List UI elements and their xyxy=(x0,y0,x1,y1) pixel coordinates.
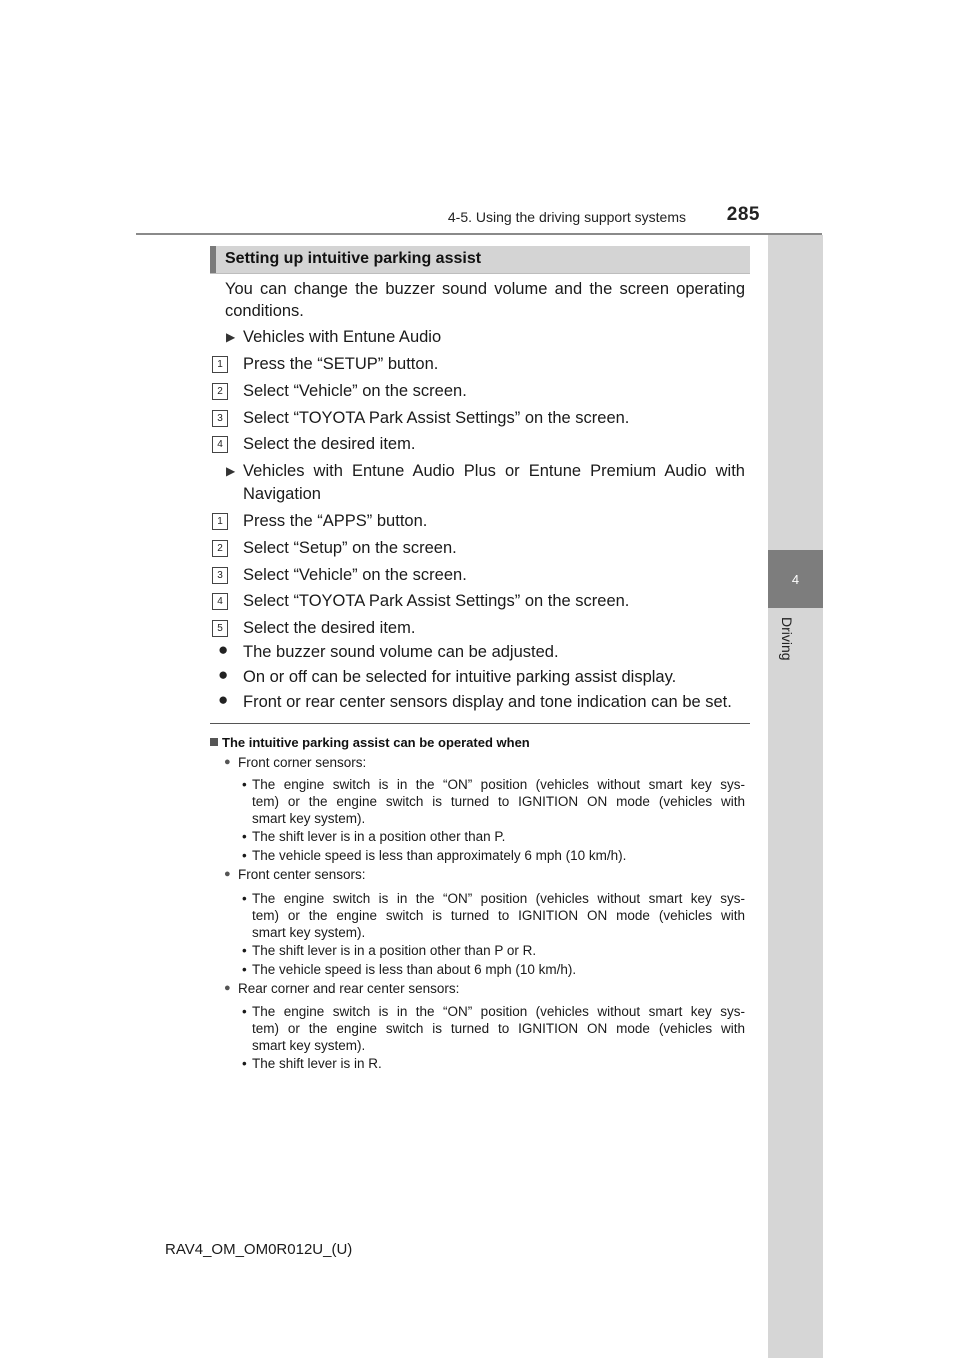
running-header-section: 4-5. Using the driving support systems xyxy=(447,209,686,225)
note-heading xyxy=(210,735,530,750)
condition-text: The engine switch is in the “ON” position (vehicles without smart key sys- xyxy=(252,1004,745,1019)
item-bullet-text: The buzzer sound volume can be adjusted. xyxy=(243,643,559,661)
condition-label: Rear corner and rear center sensors: xyxy=(238,981,460,996)
list-bullet: • xyxy=(242,1056,247,1071)
list-bullet: • xyxy=(242,1004,247,1019)
step-text: Select “Vehicle” on the screen. xyxy=(243,382,467,400)
condition-text: smart key system). xyxy=(252,925,366,940)
condition-text: tem) or the engine switch is turned to IGNITION ON mode (vehicles with xyxy=(252,1021,745,1036)
round-bullet-icon: ● xyxy=(218,665,229,684)
group-title: Vehicles with Entune Audio xyxy=(243,328,442,346)
step-number-badge: 3 xyxy=(212,567,228,584)
step-text: Select “Vehicle” on the screen. xyxy=(243,566,467,584)
list-bullet: • xyxy=(242,777,247,792)
condition-text: smart key system). xyxy=(252,1038,366,1053)
section-title: Setting up intuitive parking assist xyxy=(225,250,482,267)
condition-label: Front corner sensors: xyxy=(238,755,367,770)
step-text: Select “Setup” on the screen. xyxy=(243,539,457,557)
section-heading-bar xyxy=(210,246,750,274)
chapter-tab-strip xyxy=(768,235,823,1358)
list-bullet: • xyxy=(242,962,247,977)
condition-text: The shift lever is in a position other than P or R. xyxy=(252,943,537,958)
step-number-badge: 2 xyxy=(212,540,228,557)
section-heading-accent xyxy=(210,246,216,273)
item-bullet-text: On or off can be selected for intuitive parking assist display. xyxy=(243,668,677,686)
list-bullet: • xyxy=(242,943,247,958)
step-text: Select the desired item. xyxy=(243,619,416,637)
condition-text: smart key system). xyxy=(252,811,366,826)
note-heading-text: The intuitive parking assist can be operated when xyxy=(222,735,530,750)
triangle-bullet-icon: ▶ xyxy=(226,330,236,344)
round-bullet-icon: ● xyxy=(224,982,231,994)
chapter-label: Driving xyxy=(779,617,795,661)
round-bullet-icon: ● xyxy=(224,868,231,880)
item-bullet-text: Front or rear center sensors display and tone indication can be set. xyxy=(243,693,732,711)
condition-text: The engine switch is in the “ON” position (vehicles without smart key sys- xyxy=(252,891,745,906)
step-number-badge: 3 xyxy=(212,410,228,427)
square-bullet-icon xyxy=(210,738,218,746)
page-number: 285 xyxy=(726,204,760,225)
step-number-badge: 4 xyxy=(212,436,228,453)
condition-text: The vehicle speed is less than approximately 6 mph (10 km/h). xyxy=(252,848,627,863)
round-bullet-icon: ● xyxy=(218,640,229,659)
condition-text: The engine switch is in the “ON” position (vehicles without smart key sys- xyxy=(252,777,745,792)
round-bullet-icon: ● xyxy=(218,690,229,709)
condition-text: The shift lever is in R. xyxy=(252,1056,382,1071)
step-number-badge: 2 xyxy=(212,383,228,400)
list-bullet: • xyxy=(242,848,247,863)
step-text: Press the “SETUP” button. xyxy=(243,355,439,373)
condition-text: tem) or the engine switch is turned to IGNITION ON mode (vehicles with xyxy=(252,908,745,923)
step-text: Select the desired item. xyxy=(243,435,416,453)
condition-text: tem) or the engine switch is turned to IGNITION ON mode (vehicles with xyxy=(252,794,745,809)
step-text: Press the “APPS” button. xyxy=(243,512,428,530)
document-code-footer: RAV4_OM_OM0R012U_(U) xyxy=(165,1241,353,1258)
step-text: Select “TOYOTA Park Assist Settings” on the screen. xyxy=(243,409,630,427)
group-title-line: Navigation xyxy=(243,485,321,503)
step-number-badge: 4 xyxy=(212,593,228,610)
intro-paragraph: You can change the buzzer sound volume and the screen operating conditions. xyxy=(225,280,745,320)
step-number-badge: 5 xyxy=(212,620,228,637)
step-number-badge: 1 xyxy=(212,356,228,373)
header-rule xyxy=(136,233,822,235)
group-title-line: Vehicles with Entune Audio Plus or Entune Premium Audio with xyxy=(243,462,745,480)
list-bullet: • xyxy=(242,829,247,844)
section-divider xyxy=(210,723,750,724)
list-bullet: • xyxy=(242,891,247,906)
round-bullet-icon: ● xyxy=(224,756,231,768)
condition-text: The vehicle speed is less than about 6 mph (10 km/h). xyxy=(252,962,577,977)
step-number-badge: 1 xyxy=(212,513,228,530)
chapter-number: 4 xyxy=(791,572,800,587)
triangle-bullet-icon: ▶ xyxy=(226,464,236,478)
step-text: Select “TOYOTA Park Assist Settings” on the screen. xyxy=(243,592,630,610)
condition-text: The shift lever is in a position other than P. xyxy=(252,829,506,844)
condition-label: Front center sensors: xyxy=(238,867,366,882)
